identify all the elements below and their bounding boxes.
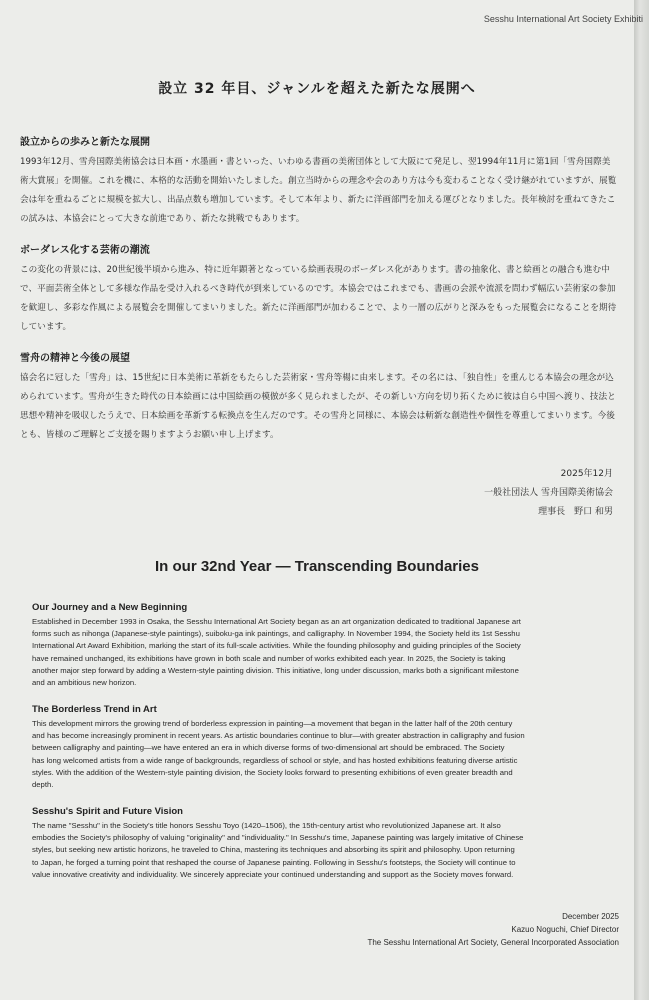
jp-section-spirit (20, 349, 618, 445)
jp-heading: 設立からの歩みと新たな展開 (20, 137, 150, 148)
en-paragraph (32, 718, 612, 791)
en-line: International Art Award Exhibition, marking the start of its full-scale activities. While the founding philosophy and guiding principles of the Society (32, 641, 521, 651)
jp-paragraph: この変化の背景には、20世紀後半頃から進み、特に近年顕著となっている絵画表現のボーダレス化があります。書の抽象化、書と絵画との融合も進む中で、平面芸術全体として多様な作品を受け入れるべき時代が到来しているのです。本協会ではこれまでも、書画の会派や流派を問わず幅広い芸術家の参加を歓迎し、多彩な作風による展覧会を開催してまいりました。新たに洋画部門が加わることで、より一層の広がりと深みをもった展覧会になることを期待しています。 (20, 265, 617, 332)
jp-sign-org: 一般社団法人 雪舟国際美術協会 (484, 488, 613, 498)
en-line: have remained unchanged, its exhibitions have grown in both scale and number of works exhibited each year. In 2025, the Society is taking (32, 653, 506, 663)
en-line: between calligraphy and painting—we have entered an era in which diverse forms of two-dimensional art should be embraced. The Society (32, 743, 505, 753)
en-signature (367, 910, 619, 949)
en-line: and has become increasingly prominent in recent years. As artistic boundaries continue to blur—with greater abstraction in calligraphy and fusion (32, 731, 525, 741)
en-line: styles. With the addition of the Western-style painting division, the Society looks forward to presenting exhibitions of even greater breadth and (32, 767, 513, 777)
header-tag: Sesshu International Art Society Exhibiti (483, 14, 643, 24)
en-line: another major step forward by adding a Western-style painting division. This initiative, long under discussion, marks both a significant milestone (32, 665, 519, 675)
en-line: embodies the Society's philosophy of valuing "originality" and "individuality." In Sesshu's time, Japanese painting was largely imitative of Chinese (32, 833, 524, 843)
jp-section-borderless (20, 241, 618, 337)
en-sign-date: December 2025 (562, 912, 619, 921)
en-section-spirit (32, 806, 612, 881)
jp-section-journey (20, 133, 618, 229)
en-heading: Our Journey and a New Beginning (32, 602, 188, 613)
en-line: styles, but seeking new artistic horizons, he traveled to China, mastering its techniques and absorbing its spirit and philosophy. Upon returning (32, 845, 515, 855)
en-paragraph (32, 820, 612, 881)
en-line: and an ambitious new horizon. (32, 678, 137, 688)
en-sign-org: The Sesshu International Art Society, General Incorporated Association (367, 938, 619, 947)
en-section-journey (32, 602, 612, 689)
en-line: has long welcomed artists from a wide range of backgrounds, regardless of school or style, and has hosted exhibitions featuring diverse artistic (32, 755, 518, 765)
en-title: In our 32nd Year — Transcending Boundaries (155, 558, 479, 575)
jp-paragraph: 1993年12月、雪舟国際美術協会は日本画・水墨画・書といった、いわゆる書画の美術団体として大阪にて発足し、翌1994年11月に第1回「雪舟国際美術大賞展」を開催。これを機に、本格的な活動を開始いたしました。創立当時からの理念や会のあり方は今も変わることなく受け継がれていますが、展覧会は年を重ねるごとに規模を拡大し、出品点数も増加しています。そして本年より、新たに洋画部門を加える運びとなりました。長年検討を重ねてきたこの試みは、本協会にとって大きな前進であり、新たな挑戦でもあります。 (20, 157, 617, 224)
en-heading: Sesshu's Spirit and Future Vision (32, 806, 183, 817)
jp-title: 設立 32 年目、ジャンルを超えた新たな展開へ (158, 81, 476, 97)
jp-sign-date: 2025年12月 (560, 469, 613, 479)
jp-heading: 雪舟の精神と今後の展望 (20, 353, 130, 364)
en-paragraph (32, 616, 612, 689)
en-line: The name "Sesshu" in the Society's title honors Sesshu Toyo (1420–1506), the 15th-century artist who revolutionized Japanese art. It also (32, 821, 501, 830)
en-heading: The Borderless Trend in Art (32, 704, 157, 715)
jp-sign-person: 理事長 野口 和男 (538, 507, 613, 517)
en-sign-person: Kazuo Noguchi, Chief Director (511, 925, 619, 934)
en-line: This development mirrors the growing trend of borderless expression in painting—a movement that began in the latter half of the 20th century (32, 719, 513, 728)
en-line: value innovative creativity and individuality. We sincerely appreciate your continued understanding and support as the Society moves forward. (32, 869, 514, 879)
wall-edge (634, 0, 649, 1000)
en-line: to Japan, he forged a turning point that reshaped the course of Japanese painting. Following in Sesshu's footsteps, the Society will continue to (32, 857, 516, 867)
en-line: depth. (32, 780, 54, 790)
en-line: Established in December 1993 in Osaka, the Sesshu International Art Society began as an art organization dedicated to traditional Japanese art (32, 617, 521, 626)
en-section-borderless (32, 704, 612, 791)
jp-heading: ボーダレス化する芸術の潮流 (20, 245, 150, 256)
jp-paragraph: 協会名に冠した「雪舟」は、15世紀に日本美術に革新をもたらした芸術家・雪舟等楊に由来します。その名には、「独自性」を重んじる本協会の理念が込められています。雪舟が生きた時代の日本絵画には中国絵画の模倣が多く見られましたが、その新しい方向を切り拓くために彼は自ら中国へ渡り、技法と思想や精神を吸収したうえで、日本絵画を革新する転換点を生んだのです。その雪舟と同様に、本協会は斬新な創造性や個性を尊重してまいります。今後とも、皆様のご理解とご支援を賜りますようお願い申し上げます。 (20, 373, 616, 440)
en-line: forms such as nihonga (Japanese-style paintings), suiboku-ga ink paintings, and calligraphy. In November 1994, the Society held its 1st Sesshu (32, 629, 520, 639)
jp-signature (484, 465, 613, 522)
